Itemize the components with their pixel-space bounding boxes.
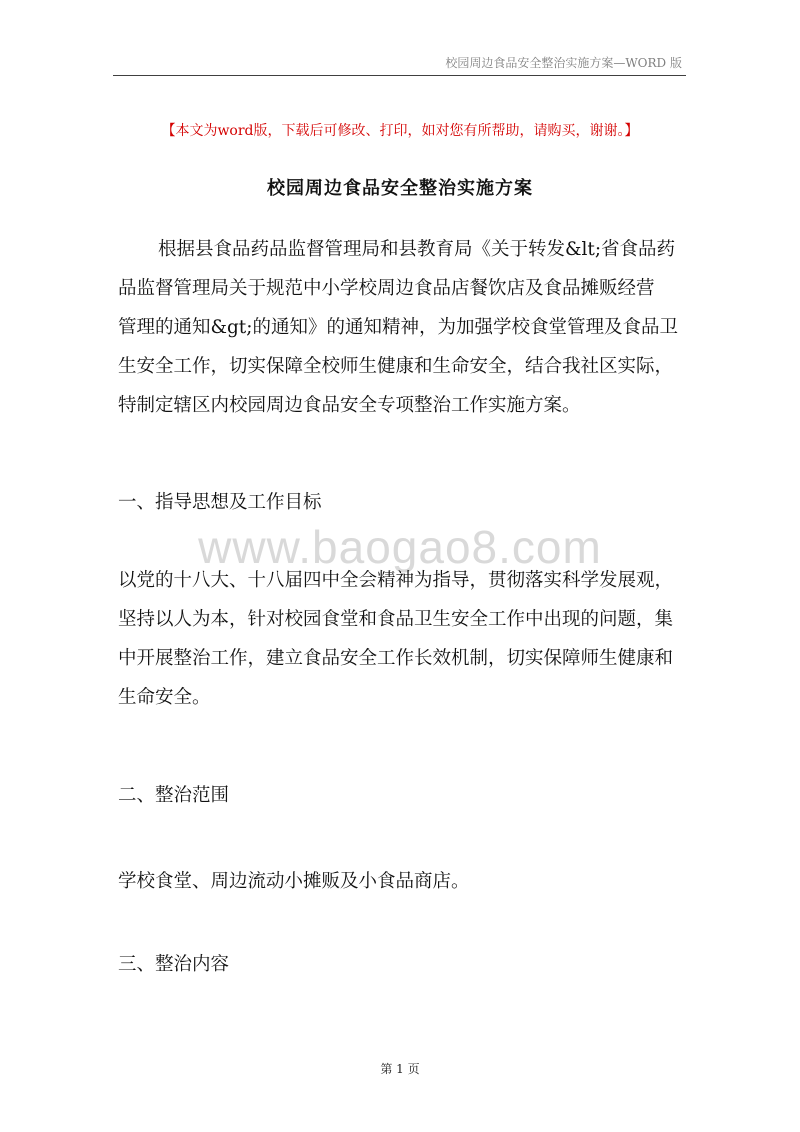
download-notice: 【本文为word版，下载后可修改、打印，如对您有所帮助，请购买，谢谢。】 xyxy=(161,123,639,139)
intro-line: 根据县食品药品监督管理局和县教育局《关于转发&lt;省食品药 xyxy=(158,239,676,260)
document-title: 校园周边食品安全整治实施方案 xyxy=(267,178,533,199)
header-divider xyxy=(113,75,686,76)
watermark: www.baogao8.com xyxy=(198,521,602,573)
section1-line: 中开展整治工作，建立食品安全工作长效机制，切实保障师生健康和 xyxy=(118,648,674,669)
section1-paragraph xyxy=(118,561,684,717)
section1-line: 以党的十八大、十八届四中全会精神为指导，贯彻落实科学发展观， xyxy=(118,570,674,591)
section1-line: 生命安全。 xyxy=(118,687,211,708)
section-heading-3: 三、整治内容 xyxy=(118,954,230,975)
intro-line: 生安全工作，切实保障全校师生健康和生命安全，结合我社区实际， xyxy=(118,356,674,377)
running-header: 校园周边食品安全整治实施方案—WORD 版 xyxy=(445,56,682,70)
page-number: 第 1 页 xyxy=(380,1062,420,1076)
section1-line: 坚持以人为本，针对校园食堂和食品卫生安全工作中出现的问题，集 xyxy=(118,609,674,630)
intro-paragraph xyxy=(118,230,684,425)
section2-text: 学校食堂、周边流动小摊贩及小食品商店。 xyxy=(118,871,470,892)
intro-line: 特制定辖区内校园周边食品安全专项整治工作实施方案。 xyxy=(118,395,581,416)
intro-line: 品监督管理局关于规范中小学校周边食品店餐饮店及食品摊贩经营 xyxy=(118,278,655,299)
intro-line: 管理的通知&gt;的通知》的通知精神，为加强学校食堂管理及食品卫 xyxy=(118,317,678,338)
section-heading-2: 二、整治范围 xyxy=(118,785,230,806)
section-heading-1: 一、指导思想及工作目标 xyxy=(118,492,322,513)
